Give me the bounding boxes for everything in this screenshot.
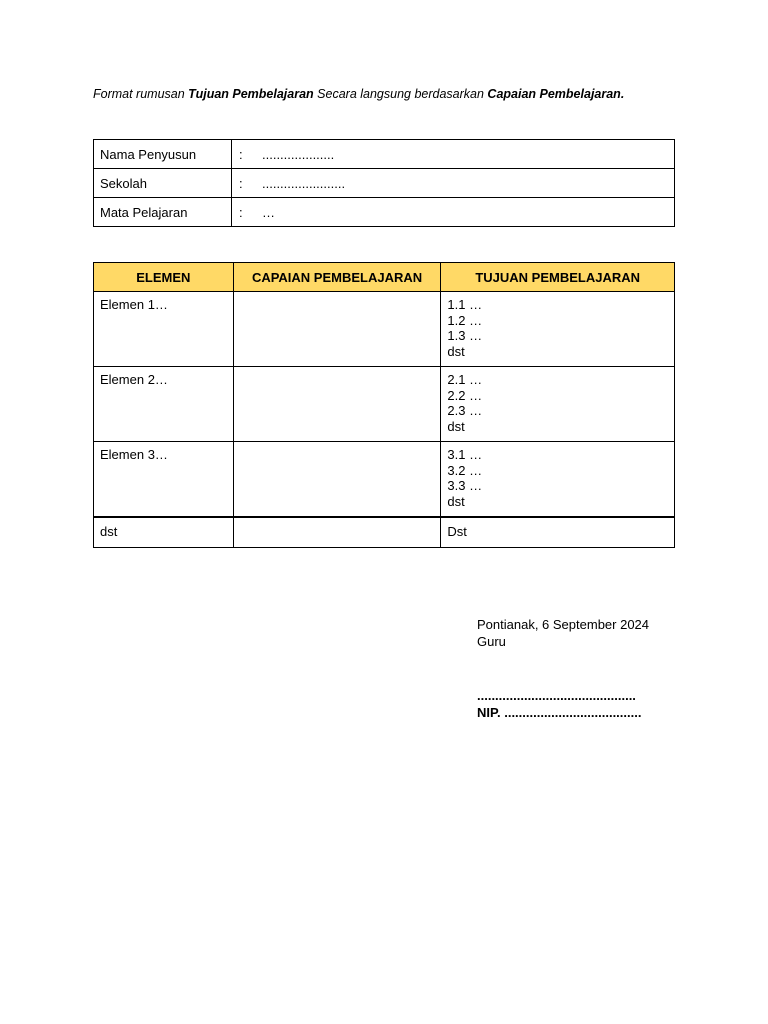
identity-value-cell xyxy=(232,169,675,198)
tujuan-item: dst xyxy=(447,493,465,509)
header-tujuan: TUJUAN PEMBELAJARAN xyxy=(441,263,675,292)
learning-objectives-table xyxy=(93,262,675,548)
signer-role: Guru xyxy=(477,634,506,649)
tujuan-item: dst xyxy=(447,418,465,434)
tujuan-item: 3.3 … xyxy=(447,478,483,493)
table-row xyxy=(94,442,675,518)
table-header-row xyxy=(94,263,675,292)
signer-nip: NIP. ...................................... xyxy=(477,705,642,720)
intro-part-1: Format rumusan xyxy=(93,87,189,101)
tujuan-cell xyxy=(441,517,675,548)
tujuan-item: dst xyxy=(447,343,465,359)
tujuan-item: 2.2 … xyxy=(447,387,483,403)
elemen-cell: Elemen 1… xyxy=(94,292,234,367)
tujuan-cell xyxy=(441,442,675,518)
identity-value: .................... xyxy=(262,146,335,162)
capaian-cell xyxy=(233,442,441,518)
tujuan-item: 2.3 … xyxy=(447,403,483,418)
tujuan-item: 1.2 … xyxy=(447,312,483,328)
header-elemen: ELEMEN xyxy=(94,263,234,292)
place-date: Pontianak, 6 September 2024 xyxy=(477,617,650,632)
elemen-cell: Elemen 3… xyxy=(94,442,234,518)
identity-row xyxy=(94,169,675,198)
elemen-cell: Elemen 2… xyxy=(94,367,234,442)
table-row xyxy=(94,292,675,367)
identity-label: Sekolah xyxy=(94,169,232,198)
tujuan-item: 3.2 … xyxy=(447,462,483,478)
tujuan-cell xyxy=(441,367,675,442)
elemen-cell: dst xyxy=(94,517,234,548)
tujuan-item: Dst xyxy=(447,524,467,539)
header-capaian: CAPAIAN PEMBELAJARAN xyxy=(233,263,441,292)
intro-part-2: Tujuan Pembelajaran xyxy=(188,87,314,101)
identity-row xyxy=(94,140,675,169)
tujuan-cell xyxy=(441,292,675,367)
intro-part-3: Secara langsung berdasarkan xyxy=(313,87,488,101)
identity-value: … xyxy=(262,204,275,220)
capaian-cell xyxy=(233,367,441,442)
table-row xyxy=(94,367,675,442)
tujuan-item: 2.1 … xyxy=(447,372,483,387)
capaian-cell xyxy=(233,517,441,548)
identity-value-cell xyxy=(232,198,675,227)
tujuan-item: 3.1 … xyxy=(447,447,483,462)
tujuan-item: 1.1 … xyxy=(447,297,483,312)
identity-colon: : xyxy=(239,175,243,191)
identity-colon: : xyxy=(239,146,243,162)
identity-label: Mata Pelajaran xyxy=(94,198,232,227)
identity-label: Nama Penyusun xyxy=(94,140,232,169)
identity-row xyxy=(94,198,675,227)
table-row xyxy=(94,517,675,548)
identity-value-cell xyxy=(232,140,675,169)
intro-part-4: Capaian Pembelajaran. xyxy=(487,87,625,101)
signature-block xyxy=(477,616,649,721)
intro-text xyxy=(93,87,624,101)
identity-value: ....................... xyxy=(262,175,346,191)
signer-name-line: ............................................ xyxy=(477,688,636,703)
tujuan-item: 1.3 … xyxy=(447,328,483,343)
identity-table xyxy=(93,139,675,227)
capaian-cell xyxy=(233,292,441,367)
identity-colon: : xyxy=(239,204,243,220)
